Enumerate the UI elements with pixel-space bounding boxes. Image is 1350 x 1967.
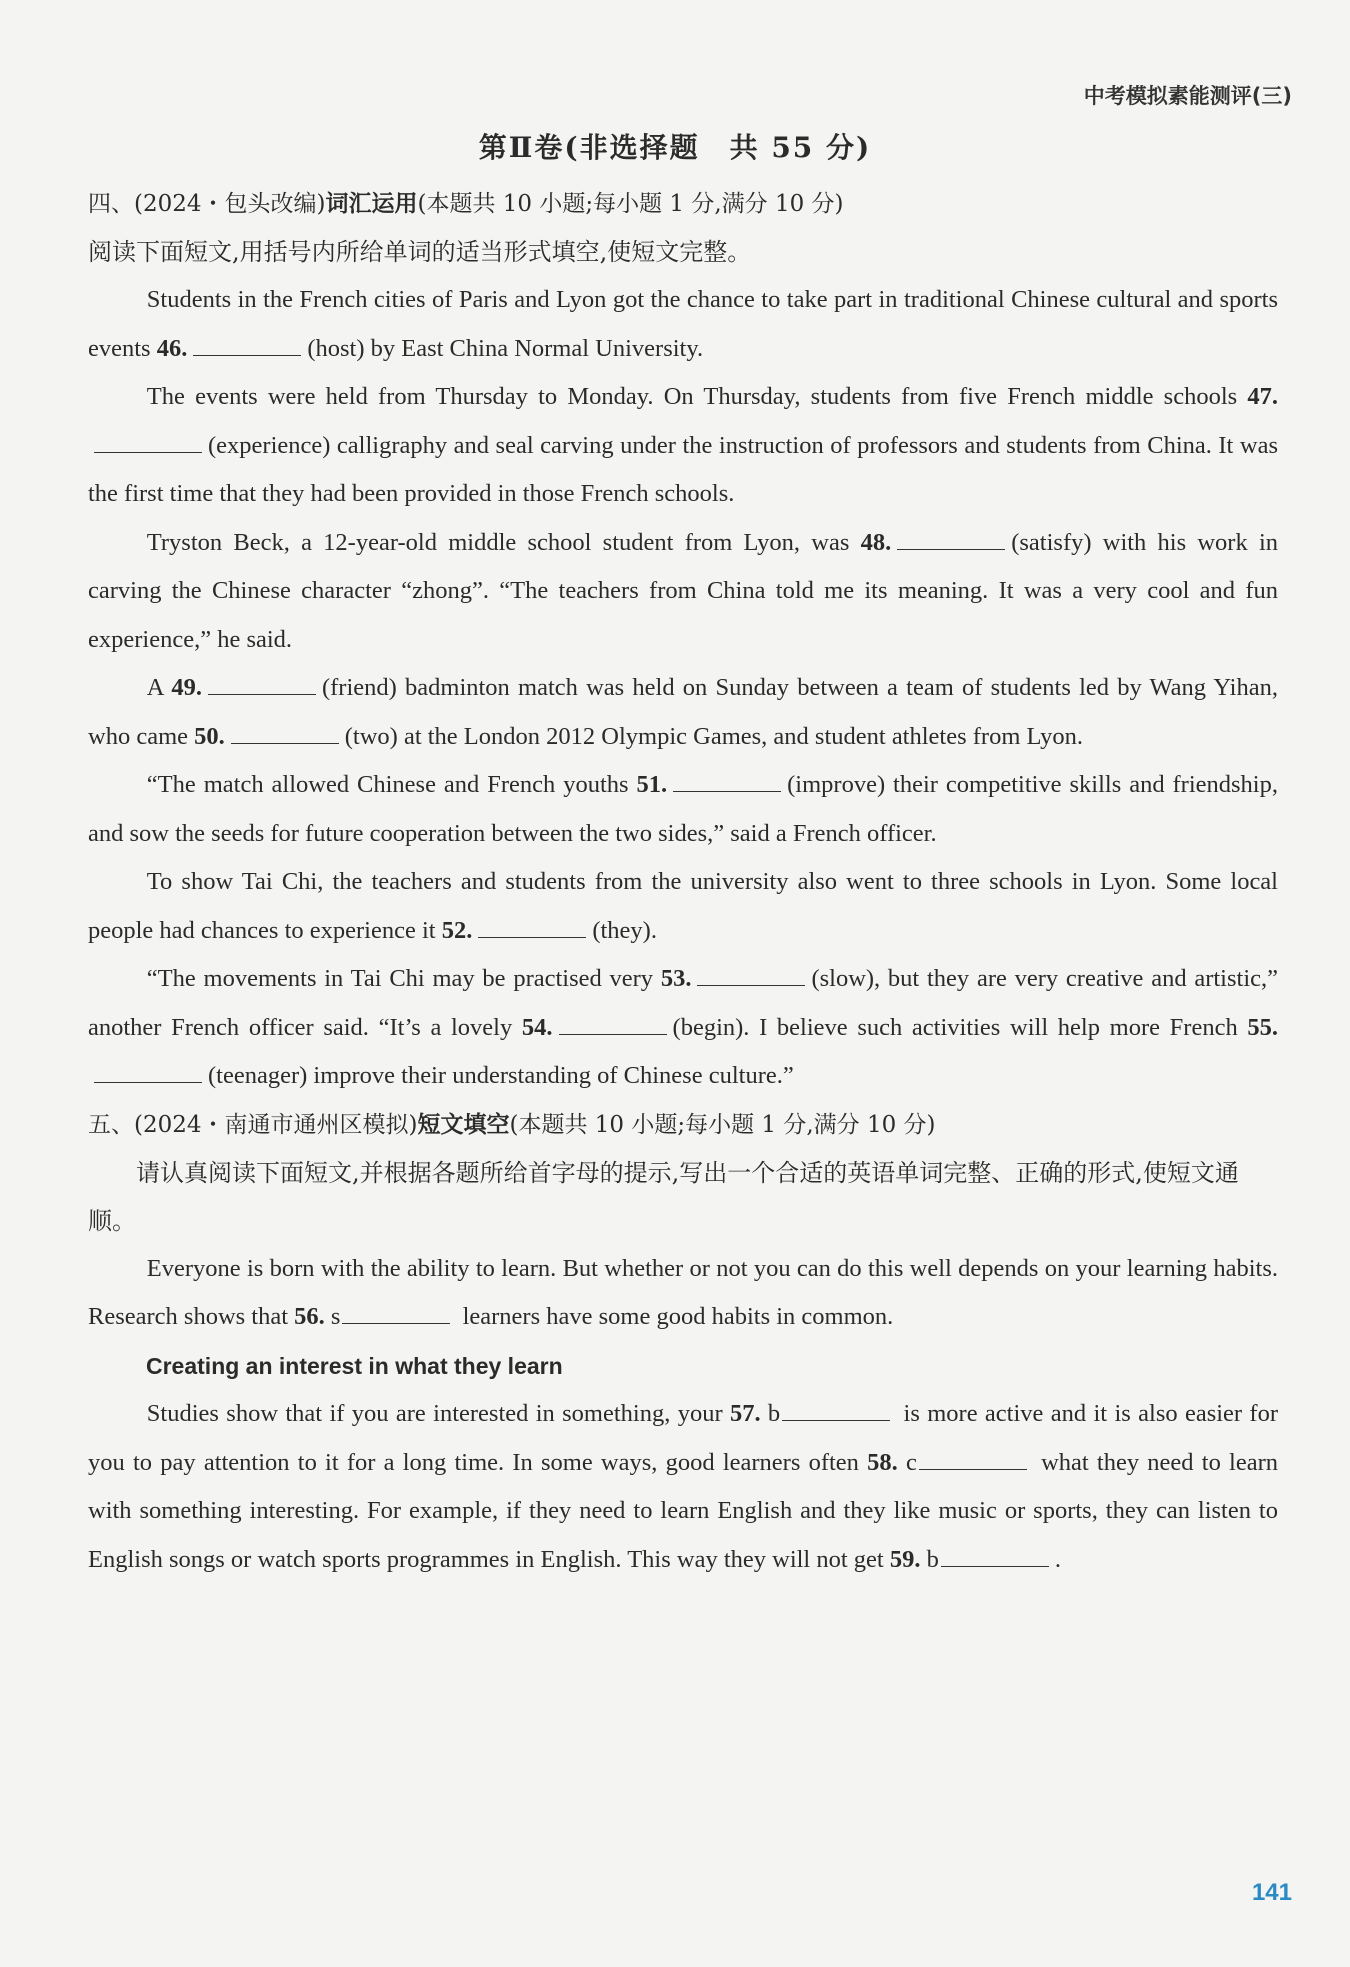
part5-subheading: Creating an interest in what they learn <box>146 1352 563 1379</box>
passage-text: (two) at the London 2012 Olympic Games, and student athletes from Lyon. <box>344 722 1084 750</box>
passage-paragraph <box>88 664 1278 761</box>
passage-text: Students in the French cities of Paris and Lyon got the chance to take part in traditional Chinese cultural and sports events <box>88 286 1278 362</box>
answer-blank[interactable] <box>231 723 339 744</box>
series-title: 中考模拟素能测评(三) <box>1083 84 1292 108</box>
part5-instruction: 请认真阅读下面短文,并根据各题所给首字母的提示,写出一个合适的英语单词完整、正确的形式,使短文通顺。 <box>88 1158 1239 1235</box>
part5-suffix: (本题共 10 小题;每小题 1 分,满分 10 分) <box>509 1111 936 1138</box>
part5-prefix: 五、(2024・南通市通州区模拟) <box>88 1111 418 1138</box>
question-number: 49. <box>171 674 202 701</box>
question-number: 58. <box>867 1448 898 1476</box>
passage-text: (begin). I believe such activities will help more French <box>672 1013 1248 1041</box>
question-number: 55. <box>1247 1013 1278 1041</box>
answer-blank[interactable] <box>919 1449 1027 1470</box>
part5-heading <box>88 1101 1278 1149</box>
passage-paragraph <box>88 761 1278 858</box>
part5-name: 短文填空 <box>417 1110 510 1138</box>
question-number: 46. <box>156 334 188 362</box>
passage-paragraph <box>88 276 1278 373</box>
part4-prefix: 四、(2024・包头改编) <box>88 191 326 217</box>
passage-paragraph <box>88 955 1278 1101</box>
part4-name: 词汇运用 <box>325 190 418 217</box>
passage-text: (experience) calligraphy and seal carving under the instruction of professors and students from China. It was the first time that they had been provided in those French schools. <box>88 431 1278 507</box>
page-content <box>88 180 1278 1584</box>
part4-passage <box>88 276 1278 1101</box>
question-number: 56. <box>294 1303 325 1330</box>
passage-text: “The match allowed Chinese and French youths <box>146 771 637 798</box>
passage-text: (satisfy) with his work in carving the Chinese character “zhong”. “The teachers from China told me its meaning. It was a very cool and fun experience,” he said. <box>88 528 1279 653</box>
passage-text: learners have some good habits in common. <box>456 1303 894 1330</box>
answer-blank[interactable] <box>697 965 805 986</box>
section-title: 第Ⅱ卷(非选择题 共 55 分) <box>478 131 872 164</box>
question-number: 51. <box>636 771 668 798</box>
answer-blank[interactable] <box>208 674 316 695</box>
answer-blank[interactable] <box>94 432 202 453</box>
answer-blank[interactable] <box>941 1546 1049 1567</box>
passage-text: (improve) their competitive skills and friendship, and sow the seeds for future cooperation between the two sides,” said a French officer. <box>88 771 1278 847</box>
answer-blank[interactable] <box>559 1014 667 1035</box>
passage-paragraph <box>88 519 1278 665</box>
passage-text: (they). <box>592 916 657 944</box>
passage-text: (host) by East China Normal University. <box>307 334 704 362</box>
passage-text: b <box>920 1545 939 1573</box>
passage-text: . <box>1054 1545 1061 1573</box>
passage-text: Studies show that if you are interested in something, your <box>146 1400 730 1427</box>
question-number: 50. <box>194 722 225 750</box>
part4-heading <box>88 180 1278 228</box>
part5-passage-intro <box>88 1245 1278 1342</box>
answer-blank[interactable] <box>478 917 586 938</box>
passage-text: c <box>897 1448 917 1476</box>
passage-text: is more active and it is also easier for you to pay attention to it for a long time. In some ways, good learners often <box>88 1400 1278 1476</box>
passage-text: (teenager) improve their understanding of Chinese culture.” <box>208 1062 794 1089</box>
passage-text: (slow), but they are very creative and artistic,” another French officer said. “It’s a lovely <box>88 965 1279 1041</box>
answer-blank[interactable] <box>342 1303 450 1324</box>
part4-instruction: 阅读下面短文,用括号内所给单词的适当形式填空,使短文完整。 <box>88 238 752 266</box>
passage-paragraph <box>88 1390 1278 1584</box>
question-number: 47. <box>1247 383 1278 410</box>
question-number: 59. <box>889 1545 921 1573</box>
part4-suffix: (本题共 10 小题;每小题 1 分,满分 10 分) <box>417 191 844 217</box>
answer-blank[interactable] <box>673 771 781 792</box>
passage-text: “The movements in Tai Chi may be practised very <box>146 965 661 992</box>
passage-paragraph <box>88 1245 1278 1342</box>
passage-text: Tryston Beck, a 12-year-old middle school student from Lyon, was <box>146 528 861 556</box>
passage-text: The events were held from Thursday to Monday. On Thursday, students from five French middle schools <box>146 383 1248 410</box>
passage-paragraph <box>88 373 1278 519</box>
passage-text: what they need to learn with something interesting. For example, if they need to learn English and they like music or sports, they can listen to English songs or watch sports programmes in English. This way they will not get <box>88 1448 1279 1573</box>
question-number: 57. <box>729 1400 761 1427</box>
question-number: 53. <box>660 965 692 992</box>
answer-blank[interactable] <box>94 1062 202 1083</box>
page-number: 141 <box>1251 1879 1292 1906</box>
question-number: 54. <box>521 1013 553 1041</box>
passage-text: b <box>760 1400 781 1427</box>
passage-paragraph <box>88 858 1278 955</box>
passage-text: (friend) badminton match was held on Sunday between a team of students led by Wang Yihan, who came <box>88 674 1278 750</box>
passage-text: s <box>324 1303 341 1330</box>
answer-blank[interactable] <box>193 335 301 356</box>
passage-text: Everyone is born with the ability to learn. But whether or not you can do this well depends on your learning habits. Research shows that <box>88 1254 1278 1330</box>
answer-blank[interactable] <box>897 529 1005 550</box>
question-number: 52. <box>441 916 473 944</box>
answer-blank[interactable] <box>782 1400 890 1421</box>
question-number: 48. <box>860 528 892 556</box>
passage-text: To show Tai Chi, the teachers and students from the university also went to three schools in Lyon. Some local people had chances to experience it <box>88 868 1278 944</box>
part5-passage-body <box>88 1390 1278 1584</box>
passage-text: A <box>146 674 172 701</box>
